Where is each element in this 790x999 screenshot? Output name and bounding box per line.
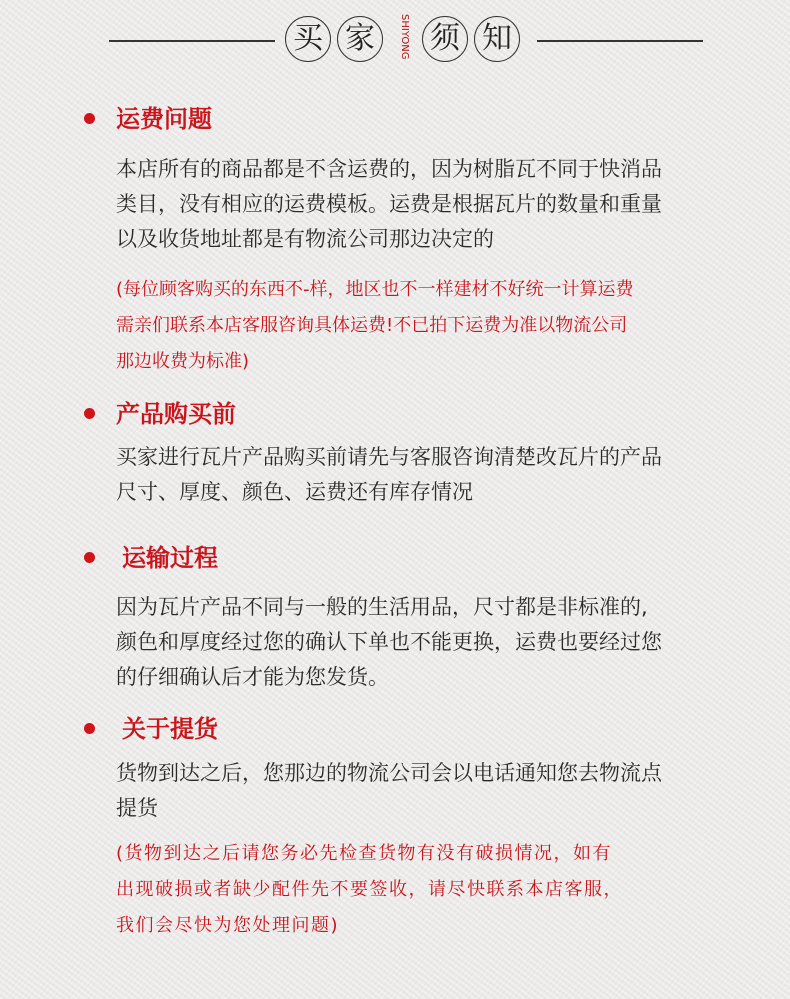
header-line-right — [537, 40, 703, 42]
body-line: 尺寸、厚度、颜色、运费还有库存情况 — [116, 480, 473, 504]
body-line: 本店所有的商品都是不含运费的，因为树脂瓦不同于快消品 — [116, 157, 662, 181]
header-pinyin: SHIYONG — [399, 14, 410, 60]
header-char: 家 — [345, 21, 375, 56]
section-title: 关于提货 — [122, 715, 218, 743]
body-line: 货物到达之后，您那边的物流公司会以电话通知您去物流点 — [116, 761, 662, 785]
section-title: 运费问题 — [116, 105, 212, 133]
note-line: 出现破损或者缺少配件先不要签收，请尽快联系本店客服， — [116, 879, 623, 900]
body-line: 买家进行瓦片产品购买前请先与客服咨询清楚改瓦片的产品 — [116, 445, 662, 469]
bullet-dot-icon — [84, 552, 95, 563]
bullet-dot-icon — [84, 723, 95, 734]
note-line: (货物到达之后请您务必先检查货物有没有破损情况，如有 — [116, 843, 613, 864]
section-body — [116, 756, 726, 826]
body-line: 提货 — [116, 796, 158, 820]
header-char: 知 — [482, 21, 512, 56]
section-title: 运输过程 — [122, 544, 218, 572]
body-line: 类目，没有相应的运费模板。运费是根据瓦片的数量和重量 — [116, 192, 662, 216]
page-header — [0, 0, 790, 80]
body-line: 颜色和厚度经过您的确认下单也不能更换，运费也要经过您 — [116, 630, 662, 654]
body-line: 以及收货地址都是有物流公司那边决定的 — [116, 227, 494, 251]
section-title: 产品购买前 — [116, 400, 236, 428]
section-body — [116, 590, 726, 695]
body-line: 因为瓦片产品不同与一般的生活用品，尺寸都是非标准的, — [116, 595, 648, 619]
note-line: 那边收费为标准) — [116, 351, 250, 372]
header-char-circle — [422, 16, 468, 62]
section-body — [116, 440, 726, 510]
bullet-dot-icon — [84, 408, 95, 419]
header-line-left — [109, 40, 275, 42]
section-body — [116, 152, 726, 257]
header-char: 买 — [293, 21, 323, 56]
note-line: (每位顾客购买的东西不-样，地区也不一样建材不好统一计算运费 — [116, 279, 634, 300]
header-char-circle — [285, 16, 331, 62]
header-char-circle — [337, 16, 383, 62]
note-line: 需亲们联系本店客服咨询具体运费!不已拍下运费为准以物流公司 — [116, 315, 628, 336]
header-char-circle — [474, 16, 520, 62]
body-line: 的仔细确认后才能为您发货。 — [116, 665, 389, 689]
note-line: 我们会尽快为您处理问题) — [116, 915, 340, 936]
section-note — [116, 272, 726, 380]
section-note — [116, 836, 726, 944]
header-char: 须 — [430, 21, 460, 56]
bullet-dot-icon — [84, 113, 95, 124]
